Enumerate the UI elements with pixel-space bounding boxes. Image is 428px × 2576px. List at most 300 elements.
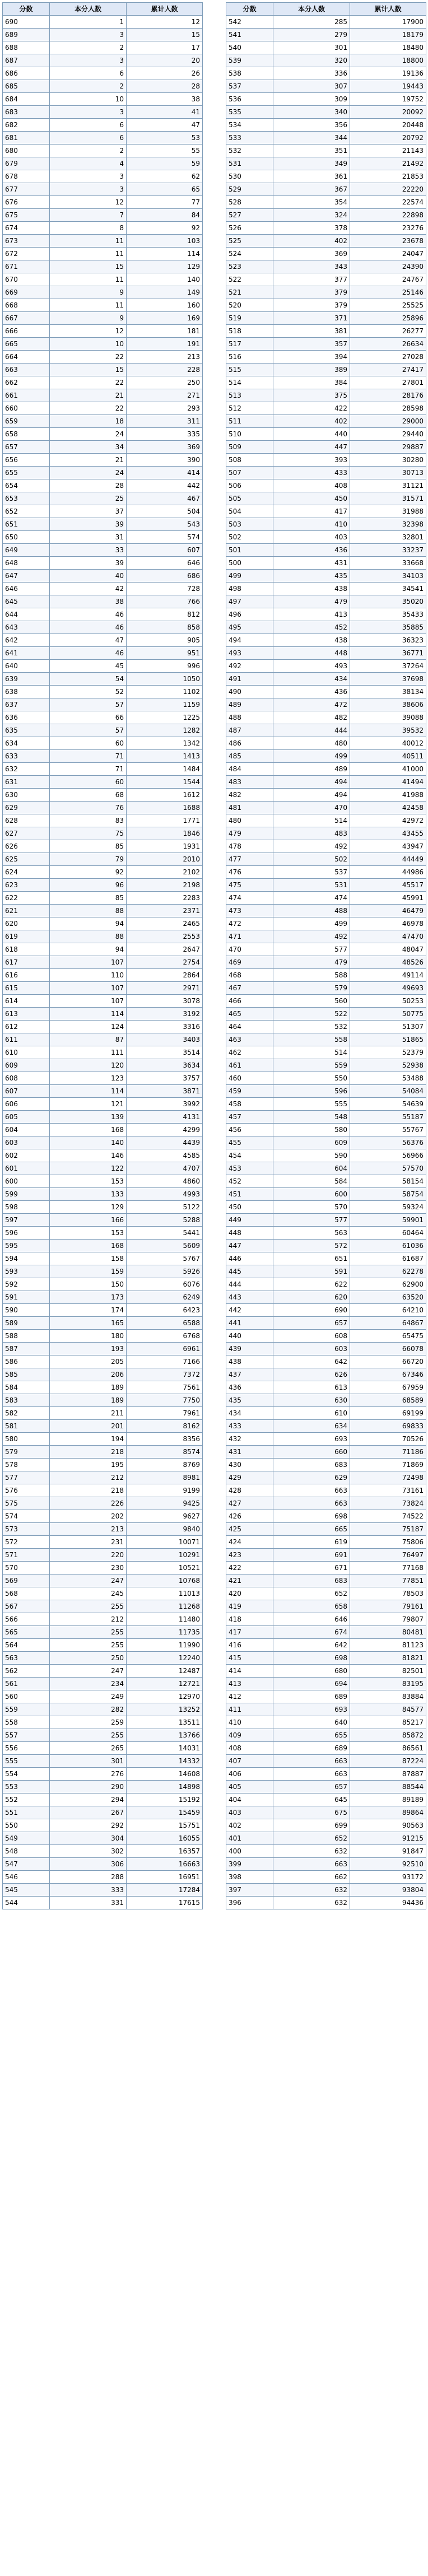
score-cell: 406 xyxy=(226,1768,273,1781)
count-cell: 24 xyxy=(50,428,127,441)
score-cell: 502 xyxy=(226,531,273,544)
score-cell: 548 xyxy=(3,1845,50,1858)
cumulative-cell: 149 xyxy=(127,286,203,299)
cumulative-cell: 72498 xyxy=(350,1471,426,1484)
score-cell: 494 xyxy=(226,634,273,647)
count-cell: 307 xyxy=(273,80,350,93)
table-row xyxy=(226,1304,426,1317)
score-cell: 584 xyxy=(3,1381,50,1394)
cumulative-cell: 46978 xyxy=(350,917,426,930)
table-row xyxy=(3,1858,203,1871)
cumulative-cell: 33668 xyxy=(350,557,426,570)
score-cell: 398 xyxy=(226,1871,273,1884)
cumulative-cell: 12970 xyxy=(127,1690,203,1703)
table-row xyxy=(3,389,203,402)
count-cell: 213 xyxy=(50,1523,127,1536)
count-cell: 438 xyxy=(273,634,350,647)
count-cell: 18 xyxy=(50,415,127,428)
count-cell: 12 xyxy=(50,325,127,338)
score-cell: 540 xyxy=(226,41,273,54)
count-cell: 85 xyxy=(50,892,127,905)
count-cell: 79 xyxy=(50,853,127,866)
score-cell: 607 xyxy=(3,1085,50,1098)
score-cell: 538 xyxy=(226,67,273,80)
table-row xyxy=(226,608,426,621)
count-cell: 212 xyxy=(50,1471,127,1484)
count-cell: 489 xyxy=(273,763,350,776)
cumulative-cell: 6588 xyxy=(127,1317,203,1330)
table-row xyxy=(226,1175,426,1188)
table-row xyxy=(226,982,426,995)
cumulative-cell: 4707 xyxy=(127,1162,203,1175)
count-cell: 402 xyxy=(273,415,350,428)
count-cell: 301 xyxy=(273,41,350,54)
score-cell: 501 xyxy=(226,544,273,557)
score-cell: 402 xyxy=(226,1819,273,1832)
score-cell: 499 xyxy=(226,570,273,583)
count-cell: 87 xyxy=(50,1033,127,1046)
table-row xyxy=(226,389,426,402)
count-cell: 417 xyxy=(273,505,350,518)
score-cell: 564 xyxy=(3,1639,50,1652)
table-row xyxy=(226,1394,426,1407)
count-cell: 9 xyxy=(50,312,127,325)
score-cell: 560 xyxy=(3,1690,50,1703)
cumulative-cell: 1544 xyxy=(127,776,203,789)
table-row xyxy=(226,132,426,145)
right-header-row xyxy=(226,3,426,16)
score-cell: 411 xyxy=(226,1703,273,1716)
score-cell: 615 xyxy=(3,982,50,995)
cumulative-cell: 21492 xyxy=(350,157,426,170)
count-cell: 560 xyxy=(273,995,350,1008)
cumulative-cell: 996 xyxy=(127,660,203,673)
score-cell: 619 xyxy=(3,930,50,943)
table-row xyxy=(226,1227,426,1240)
score-cell: 497 xyxy=(226,595,273,608)
table-row xyxy=(226,1806,426,1819)
cumulative-cell: 414 xyxy=(127,467,203,479)
cumulative-cell: 4299 xyxy=(127,1124,203,1136)
score-cell: 626 xyxy=(3,840,50,853)
count-cell: 371 xyxy=(273,312,350,325)
cumulative-cell: 31121 xyxy=(350,479,426,492)
table-row xyxy=(3,866,203,879)
table-row xyxy=(226,170,426,183)
cumulative-cell: 19443 xyxy=(350,80,426,93)
cumulative-cell: 50775 xyxy=(350,1008,426,1021)
score-cell: 611 xyxy=(3,1033,50,1046)
score-cell: 467 xyxy=(226,982,273,995)
count-cell: 247 xyxy=(50,1665,127,1678)
score-cell: 677 xyxy=(3,183,50,196)
cumulative-cell: 49114 xyxy=(350,969,426,982)
table-row xyxy=(226,557,426,570)
table-row xyxy=(226,1330,426,1343)
cumulative-cell: 11268 xyxy=(127,1600,203,1613)
score-cell: 641 xyxy=(3,647,50,660)
count-cell: 357 xyxy=(273,338,350,351)
count-cell: 2 xyxy=(50,41,127,54)
score-cell: 450 xyxy=(226,1201,273,1214)
table-row xyxy=(226,235,426,248)
table-row xyxy=(226,879,426,892)
table-row xyxy=(226,866,426,879)
cumulative-cell: 61036 xyxy=(350,1240,426,1252)
score-cell: 477 xyxy=(226,853,273,866)
table-row xyxy=(226,1446,426,1459)
left-score-table-panel xyxy=(2,2,203,1909)
score-cell: 471 xyxy=(226,930,273,943)
table-row xyxy=(226,209,426,222)
cumulative-cell: 28 xyxy=(127,80,203,93)
cumulative-cell: 86561 xyxy=(350,1742,426,1755)
count-cell: 537 xyxy=(273,866,350,879)
cumulative-cell: 75187 xyxy=(350,1523,426,1536)
cumulative-cell: 13511 xyxy=(127,1716,203,1729)
cumulative-cell: 42458 xyxy=(350,802,426,814)
table-row xyxy=(226,840,426,853)
score-cell: 659 xyxy=(3,415,50,428)
count-cell: 531 xyxy=(273,879,350,892)
table-row xyxy=(226,1562,426,1575)
cumulative-cell: 49693 xyxy=(350,982,426,995)
cumulative-cell: 47 xyxy=(127,119,203,132)
table-row xyxy=(226,1381,426,1394)
table-row xyxy=(226,1420,426,1433)
table-row xyxy=(3,1523,203,1536)
count-cell: 548 xyxy=(273,1111,350,1124)
table-row xyxy=(226,1124,426,1136)
count-cell: 691 xyxy=(273,1549,350,1562)
table-row xyxy=(226,1819,426,1832)
count-cell: 94 xyxy=(50,917,127,930)
score-cell: 596 xyxy=(3,1227,50,1240)
count-cell: 662 xyxy=(273,1871,350,1884)
count-cell: 60 xyxy=(50,737,127,750)
table-row xyxy=(226,1884,426,1897)
score-cell: 489 xyxy=(226,698,273,711)
table-row xyxy=(226,183,426,196)
score-cell: 608 xyxy=(3,1072,50,1085)
count-cell: 558 xyxy=(273,1033,350,1046)
cumulative-cell: 18179 xyxy=(350,29,426,41)
score-cell: 594 xyxy=(3,1252,50,1265)
score-cell: 515 xyxy=(226,364,273,376)
table-row xyxy=(226,1523,426,1536)
count-cell: 194 xyxy=(50,1433,127,1446)
count-cell: 452 xyxy=(273,621,350,634)
cumulative-cell: 1342 xyxy=(127,737,203,750)
count-cell: 663 xyxy=(273,1497,350,1510)
score-cell: 401 xyxy=(226,1832,273,1845)
table-row xyxy=(3,1587,203,1600)
count-cell: 436 xyxy=(273,686,350,698)
cumulative-cell: 6423 xyxy=(127,1304,203,1317)
score-cell: 570 xyxy=(3,1562,50,1575)
table-row xyxy=(3,995,203,1008)
cumulative-cell: 69833 xyxy=(350,1420,426,1433)
cumulative-cell: 21853 xyxy=(350,170,426,183)
cumulative-cell: 43947 xyxy=(350,840,426,853)
count-cell: 34 xyxy=(50,441,127,454)
cumulative-cell: 35433 xyxy=(350,608,426,621)
cumulative-cell: 543 xyxy=(127,518,203,531)
count-cell: 340 xyxy=(273,106,350,119)
count-cell: 21 xyxy=(50,389,127,402)
table-row xyxy=(226,544,426,557)
count-cell: 76 xyxy=(50,802,127,814)
table-row xyxy=(226,956,426,969)
cumulative-cell: 3871 xyxy=(127,1085,203,1098)
score-cell: 513 xyxy=(226,389,273,402)
count-cell: 604 xyxy=(273,1162,350,1175)
cumulative-cell: 77168 xyxy=(350,1562,426,1575)
cumulative-cell: 58154 xyxy=(350,1175,426,1188)
count-cell: 480 xyxy=(273,737,350,750)
score-cell: 523 xyxy=(226,260,273,273)
count-cell: 22 xyxy=(50,351,127,364)
cumulative-cell: 80481 xyxy=(350,1626,426,1639)
score-cell: 491 xyxy=(226,673,273,686)
cumulative-cell: 89189 xyxy=(350,1794,426,1806)
cumulative-cell: 12721 xyxy=(127,1678,203,1690)
score-cell: 600 xyxy=(3,1175,50,1188)
count-cell: 683 xyxy=(273,1459,350,1471)
table-row xyxy=(3,1549,203,1562)
count-cell: 474 xyxy=(273,892,350,905)
count-cell: 68 xyxy=(50,789,127,802)
count-cell: 690 xyxy=(273,1304,350,1317)
cumulative-cell: 15 xyxy=(127,29,203,41)
cumulative-cell: 81821 xyxy=(350,1652,426,1665)
table-row xyxy=(226,853,426,866)
table-row xyxy=(226,1549,426,1562)
count-cell: 632 xyxy=(273,1845,350,1858)
score-cell: 516 xyxy=(226,351,273,364)
score-cell: 630 xyxy=(3,789,50,802)
score-cell: 593 xyxy=(3,1265,50,1278)
cumulative-cell: 18800 xyxy=(350,54,426,67)
score-cell: 500 xyxy=(226,557,273,570)
cumulative-cell: 7750 xyxy=(127,1394,203,1407)
score-cell: 531 xyxy=(226,157,273,170)
score-cell: 628 xyxy=(3,814,50,827)
count-cell: 320 xyxy=(273,54,350,67)
score-cell: 512 xyxy=(226,402,273,415)
cumulative-cell: 16663 xyxy=(127,1858,203,1871)
cumulative-cell: 25525 xyxy=(350,299,426,312)
score-cell: 563 xyxy=(3,1652,50,1665)
score-cell: 526 xyxy=(226,222,273,235)
cumulative-cell: 94436 xyxy=(350,1897,426,1909)
cumulative-cell: 2971 xyxy=(127,982,203,995)
table-row xyxy=(226,1008,426,1021)
cumulative-cell: 2553 xyxy=(127,930,203,943)
table-row xyxy=(3,608,203,621)
count-cell: 247 xyxy=(50,1575,127,1587)
table-row xyxy=(226,917,426,930)
cumulative-cell: 14898 xyxy=(127,1781,203,1794)
count-cell: 150 xyxy=(50,1278,127,1291)
table-row xyxy=(226,29,426,41)
count-cell: 492 xyxy=(273,840,350,853)
cumulative-cell: 20792 xyxy=(350,132,426,145)
cumulative-cell: 9627 xyxy=(127,1510,203,1523)
score-cell: 651 xyxy=(3,518,50,531)
count-cell: 46 xyxy=(50,608,127,621)
cumulative-cell: 504 xyxy=(127,505,203,518)
score-cell: 410 xyxy=(226,1716,273,1729)
table-row xyxy=(3,80,203,93)
score-cell: 666 xyxy=(3,325,50,338)
cumulative-cell: 18480 xyxy=(350,41,426,54)
score-cell: 656 xyxy=(3,454,50,467)
table-row xyxy=(3,853,203,866)
score-cell: 681 xyxy=(3,132,50,145)
count-cell: 202 xyxy=(50,1510,127,1523)
table-row xyxy=(3,1355,203,1368)
table-row xyxy=(3,634,203,647)
cumulative-cell: 38606 xyxy=(350,698,426,711)
count-cell: 166 xyxy=(50,1214,127,1227)
score-cell: 525 xyxy=(226,235,273,248)
count-cell: 336 xyxy=(273,67,350,80)
count-cell: 255 xyxy=(50,1729,127,1742)
score-cell: 456 xyxy=(226,1124,273,1136)
cumulative-cell: 47470 xyxy=(350,930,426,943)
cumulative-cell: 43455 xyxy=(350,827,426,840)
score-cell: 435 xyxy=(226,1394,273,1407)
score-cell: 483 xyxy=(226,776,273,789)
score-cell: 452 xyxy=(226,1175,273,1188)
table-row xyxy=(3,1188,203,1201)
count-cell: 38 xyxy=(50,595,127,608)
cumulative-cell: 160 xyxy=(127,299,203,312)
table-row xyxy=(3,1755,203,1768)
score-cell: 642 xyxy=(3,634,50,647)
cumulative-cell: 140 xyxy=(127,273,203,286)
table-row xyxy=(3,1806,203,1819)
table-row xyxy=(226,1665,426,1678)
cumulative-cell: 51307 xyxy=(350,1021,426,1033)
score-cell: 534 xyxy=(226,119,273,132)
score-cell: 569 xyxy=(3,1575,50,1587)
cumulative-cell: 82501 xyxy=(350,1665,426,1678)
count-cell: 479 xyxy=(273,595,350,608)
table-row xyxy=(3,1781,203,1794)
table-row xyxy=(3,583,203,595)
header-score: 分数 xyxy=(226,3,273,16)
count-cell: 302 xyxy=(50,1845,127,1858)
table-row xyxy=(226,1575,426,1587)
cumulative-cell: 4993 xyxy=(127,1188,203,1201)
table-row xyxy=(226,196,426,209)
left-table-body xyxy=(3,16,203,1909)
table-row xyxy=(3,196,203,209)
count-cell: 267 xyxy=(50,1806,127,1819)
score-cell: 567 xyxy=(3,1600,50,1613)
count-cell: 31 xyxy=(50,531,127,544)
score-cell: 662 xyxy=(3,376,50,389)
table-row xyxy=(226,698,426,711)
count-cell: 218 xyxy=(50,1484,127,1497)
table-row xyxy=(226,995,426,1008)
score-cell: 658 xyxy=(3,428,50,441)
score-cell: 644 xyxy=(3,608,50,621)
cumulative-cell: 55767 xyxy=(350,1124,426,1136)
score-cell: 415 xyxy=(226,1652,273,1665)
count-cell: 211 xyxy=(50,1407,127,1420)
table-row xyxy=(3,969,203,982)
score-cell: 586 xyxy=(3,1355,50,1368)
cumulative-cell: 1225 xyxy=(127,711,203,724)
table-row xyxy=(3,222,203,235)
count-cell: 168 xyxy=(50,1124,127,1136)
count-cell: 514 xyxy=(273,814,350,827)
count-cell: 693 xyxy=(273,1703,350,1716)
table-row xyxy=(226,518,426,531)
table-row xyxy=(226,827,426,840)
count-cell: 479 xyxy=(273,956,350,969)
count-cell: 663 xyxy=(273,1858,350,1871)
cumulative-cell: 9425 xyxy=(127,1497,203,1510)
table-row xyxy=(3,1471,203,1484)
table-row xyxy=(226,1240,426,1252)
cumulative-cell: 390 xyxy=(127,454,203,467)
score-cell: 433 xyxy=(226,1420,273,1433)
score-cell: 509 xyxy=(226,441,273,454)
table-row xyxy=(226,1291,426,1304)
table-row xyxy=(3,1059,203,1072)
table-row xyxy=(3,1639,203,1652)
count-cell: 433 xyxy=(273,467,350,479)
cumulative-cell: 76497 xyxy=(350,1549,426,1562)
cumulative-cell: 17615 xyxy=(127,1897,203,1909)
table-row xyxy=(3,930,203,943)
score-cell: 634 xyxy=(3,737,50,750)
count-cell: 57 xyxy=(50,698,127,711)
table-row xyxy=(226,1716,426,1729)
cumulative-cell: 22574 xyxy=(350,196,426,209)
score-cell: 495 xyxy=(226,621,273,634)
score-cell: 601 xyxy=(3,1162,50,1175)
count-cell: 444 xyxy=(273,724,350,737)
table-row xyxy=(226,943,426,956)
cumulative-cell: 62900 xyxy=(350,1278,426,1291)
cumulative-cell: 14332 xyxy=(127,1755,203,1768)
table-row xyxy=(3,364,203,376)
table-row xyxy=(226,1355,426,1368)
count-cell: 590 xyxy=(273,1149,350,1162)
score-cell: 539 xyxy=(226,54,273,67)
cumulative-cell: 92510 xyxy=(350,1858,426,1871)
score-cell: 673 xyxy=(3,235,50,248)
table-row xyxy=(3,982,203,995)
score-cell: 689 xyxy=(3,29,50,41)
count-cell: 174 xyxy=(50,1304,127,1317)
table-row xyxy=(3,29,203,41)
score-cell: 649 xyxy=(3,544,50,557)
score-cell: 602 xyxy=(3,1149,50,1162)
table-row xyxy=(3,1124,203,1136)
table-row xyxy=(3,1214,203,1227)
cumulative-cell: 23276 xyxy=(350,222,426,235)
count-cell: 75 xyxy=(50,827,127,840)
table-row xyxy=(3,1536,203,1549)
count-cell: 46 xyxy=(50,647,127,660)
table-row xyxy=(3,840,203,853)
